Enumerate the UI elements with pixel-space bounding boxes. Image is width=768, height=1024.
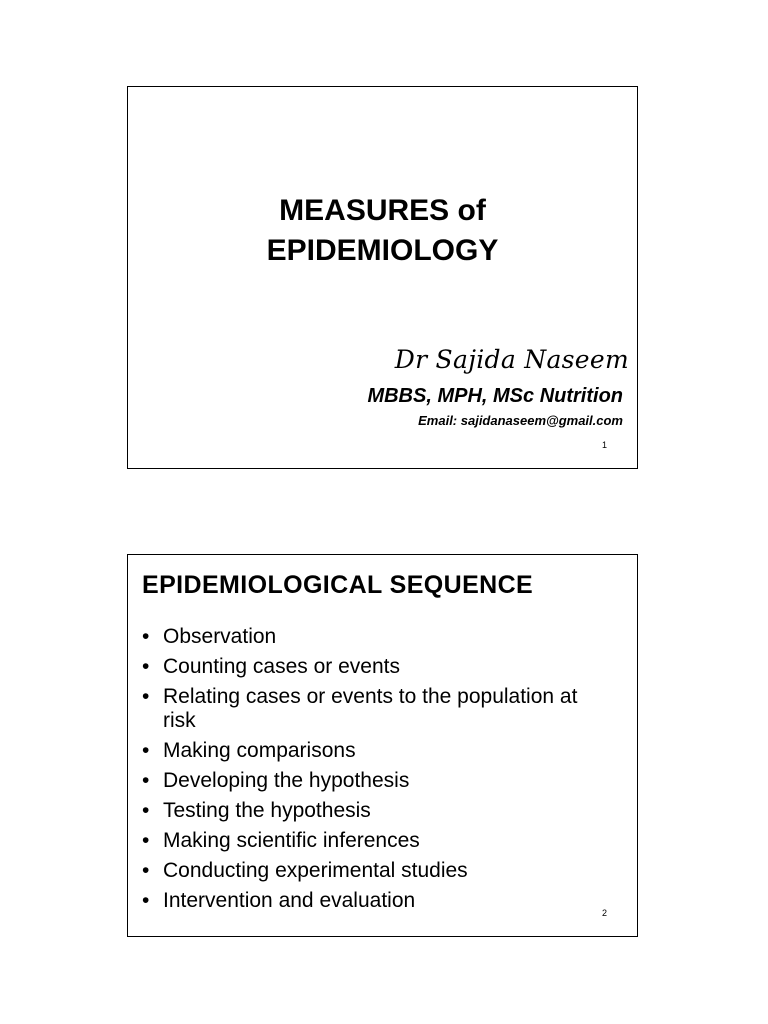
bullet-marker: • (142, 655, 150, 678)
list-item (142, 889, 612, 913)
list-item (142, 859, 612, 883)
bullet-marker: • (142, 739, 150, 762)
author-email: Email: sajidanaseem@gmail.com (418, 413, 623, 428)
list-item (142, 739, 612, 763)
list-item-text: Observation (163, 625, 277, 648)
slide-1-title (128, 191, 637, 271)
slide-2-title: EPIDEMIOLOGICAL SEQUENCE (142, 571, 534, 599)
bullet-marker: • (142, 625, 150, 648)
bullet-list (142, 625, 612, 919)
bullet-marker: • (142, 829, 150, 852)
slide-1-page-number: 1 (601, 440, 607, 450)
author-name: Dr Sajida Naseem (394, 345, 629, 374)
list-item (142, 655, 612, 679)
list-item (142, 769, 612, 793)
author-credentials: MBBS, MPH, MSc Nutrition (367, 385, 623, 407)
bullet-marker: • (142, 859, 150, 882)
list-item-text: Intervention and evaluation (163, 889, 416, 912)
list-item (142, 685, 612, 733)
slide-1-title-line-2: EPIDEMIOLOGY (266, 234, 499, 267)
list-item-text: Conducting experimental studies (163, 859, 468, 882)
list-item (142, 625, 612, 649)
bullet-marker: • (142, 769, 150, 792)
bullet-marker: • (142, 799, 150, 822)
list-item-text: Making comparisons (163, 739, 356, 762)
bullet-marker: • (142, 889, 150, 912)
list-item-text: Making scientific inferences (163, 829, 420, 852)
slide-2-page-number: 2 (601, 908, 607, 918)
list-item (142, 829, 612, 853)
list-item-text: Counting cases or events (163, 655, 400, 678)
list-item-text: Relating cases or events to the population at risk (163, 685, 578, 732)
slide-1-title-line-1: MEASURES of (279, 194, 486, 227)
list-item-text: Developing the hypothesis (163, 769, 410, 792)
slide-1 (127, 86, 638, 469)
slide-2 (127, 554, 638, 937)
list-item (142, 799, 612, 823)
bullet-marker: • (142, 685, 150, 708)
list-item-text: Testing the hypothesis (163, 799, 371, 822)
